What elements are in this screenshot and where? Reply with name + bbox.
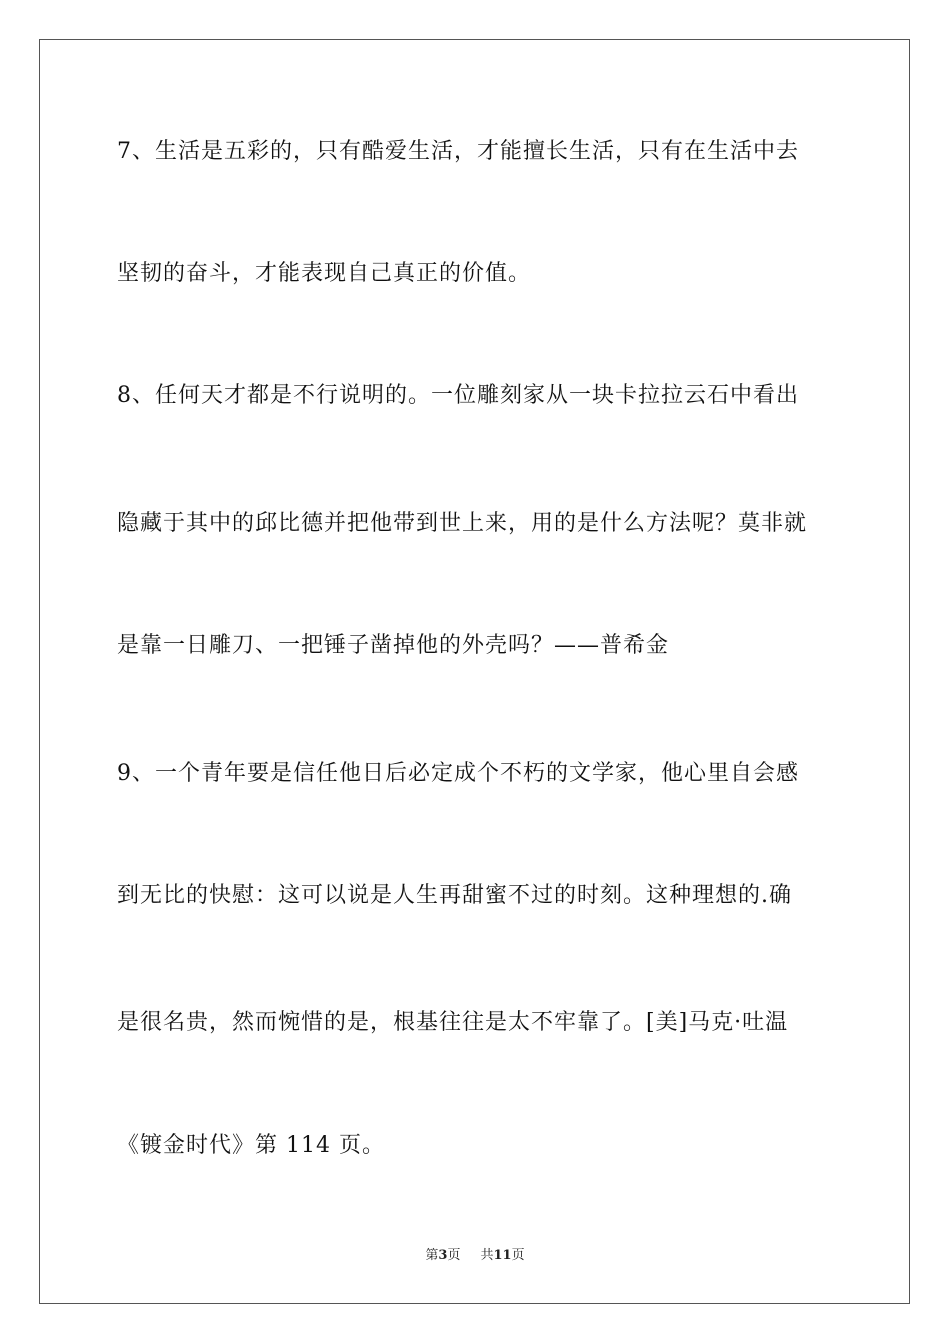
text-line: 《镀金时代》第 114 页。 [117, 1133, 385, 1158]
page-number: 3 [438, 1248, 448, 1263]
text-line: 9、一个青年要是信任他日后必定成个不朽的文学家，他心里自会感 [117, 761, 799, 786]
text-line: 8、任何天才都是不行说明的。一位雕刻家从一块卡拉拉云石中看出 [117, 383, 799, 408]
text-line: 坚韧的奋斗，才能表现自己真正的价值。 [117, 261, 532, 286]
total-suffix: 页 [511, 1248, 525, 1263]
text-line: 到无比的快慰：这可以说是人生再甜蜜不过的时刻。这种理想的.确 [117, 883, 792, 908]
text-line: 隐藏于其中的邱比德并把他带到世上来，用的是什么方法呢？莫非就 [117, 511, 808, 536]
total-prefix: 共 [480, 1248, 494, 1263]
page-prefix: 第 [425, 1248, 439, 1263]
page-total: 11 [493, 1248, 512, 1263]
page-footer [0, 1247, 950, 1265]
page-suffix: 页 [447, 1248, 461, 1263]
page-border [39, 39, 910, 1304]
text-line: 是很名贵，然而惋惜的是，根基往往是太不牢靠了。[美]马克·吐温 [117, 1010, 789, 1035]
text-line: 7、生活是五彩的，只有酷爱生活，才能擅长生活，只有在生活中去 [117, 139, 799, 164]
text-line: 是靠一日雕刀、一把锤子凿掉他的外壳吗？——普希金 [117, 633, 670, 658]
